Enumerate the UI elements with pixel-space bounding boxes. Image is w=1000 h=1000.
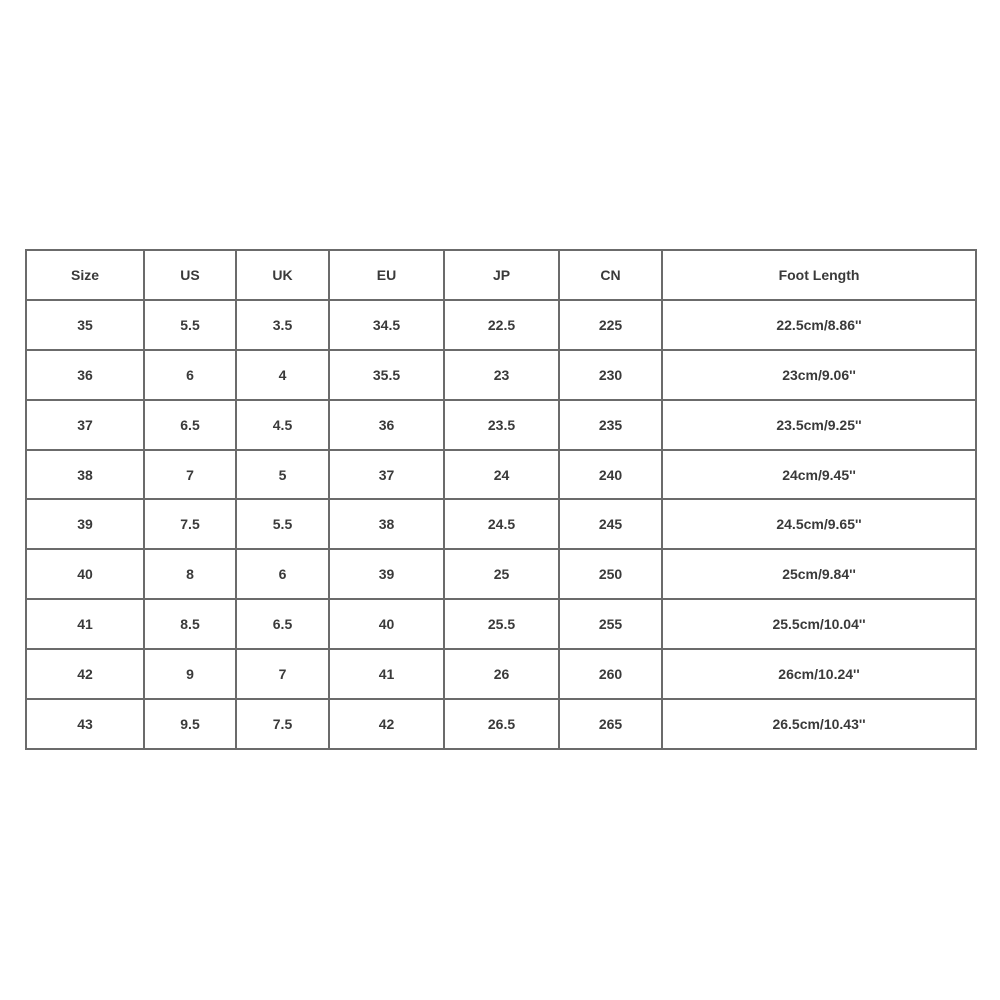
table-row <box>26 649 976 699</box>
table-row <box>26 300 976 350</box>
cell-uk: 4.5 <box>236 400 329 450</box>
cell-eu: 42 <box>329 699 444 749</box>
table-row <box>26 450 976 500</box>
cell-size: 40 <box>26 549 144 599</box>
header-cell-cn: CN <box>559 250 662 300</box>
cell-foot-length: 24.5cm/9.65'' <box>662 499 976 549</box>
cell-uk: 6.5 <box>236 599 329 649</box>
cell-foot-length: 23cm/9.06'' <box>662 350 976 400</box>
table-row <box>26 599 976 649</box>
table-row <box>26 699 976 749</box>
cell-uk: 7.5 <box>236 699 329 749</box>
cell-cn: 235 <box>559 400 662 450</box>
cell-cn: 225 <box>559 300 662 350</box>
cell-eu: 41 <box>329 649 444 699</box>
cell-size: 39 <box>26 499 144 549</box>
cell-jp: 26 <box>444 649 559 699</box>
cell-uk: 6 <box>236 549 329 599</box>
size-chart-table <box>25 249 977 750</box>
cell-cn: 265 <box>559 699 662 749</box>
cell-eu: 40 <box>329 599 444 649</box>
size-chart-body <box>26 250 976 749</box>
cell-jp: 22.5 <box>444 300 559 350</box>
cell-jp: 24.5 <box>444 499 559 549</box>
cell-jp: 23 <box>444 350 559 400</box>
cell-eu: 37 <box>329 450 444 500</box>
cell-size: 38 <box>26 450 144 500</box>
cell-cn: 230 <box>559 350 662 400</box>
cell-us: 7.5 <box>144 499 236 549</box>
header-cell-jp: JP <box>444 250 559 300</box>
cell-uk: 3.5 <box>236 300 329 350</box>
cell-us: 7 <box>144 450 236 500</box>
cell-foot-length: 25cm/9.84'' <box>662 549 976 599</box>
table-row <box>26 499 976 549</box>
table-row <box>26 350 976 400</box>
cell-us: 6.5 <box>144 400 236 450</box>
cell-eu: 39 <box>329 549 444 599</box>
cell-eu: 34.5 <box>329 300 444 350</box>
cell-us: 8 <box>144 549 236 599</box>
cell-jp: 26.5 <box>444 699 559 749</box>
cell-cn: 240 <box>559 450 662 500</box>
cell-cn: 250 <box>559 549 662 599</box>
cell-foot-length: 24cm/9.45'' <box>662 450 976 500</box>
cell-eu: 36 <box>329 400 444 450</box>
header-cell-foot-length: Foot Length <box>662 250 976 300</box>
cell-us: 9.5 <box>144 699 236 749</box>
cell-eu: 38 <box>329 499 444 549</box>
header-cell-us: US <box>144 250 236 300</box>
cell-size: 42 <box>26 649 144 699</box>
cell-cn: 245 <box>559 499 662 549</box>
cell-us: 6 <box>144 350 236 400</box>
table-row <box>26 400 976 450</box>
cell-jp: 23.5 <box>444 400 559 450</box>
cell-eu: 35.5 <box>329 350 444 400</box>
header-cell-size: Size <box>26 250 144 300</box>
cell-us: 5.5 <box>144 300 236 350</box>
cell-foot-length: 26.5cm/10.43'' <box>662 699 976 749</box>
header-cell-uk: UK <box>236 250 329 300</box>
cell-us: 8.5 <box>144 599 236 649</box>
cell-jp: 25.5 <box>444 599 559 649</box>
cell-size: 35 <box>26 300 144 350</box>
header-cell-eu: EU <box>329 250 444 300</box>
cell-uk: 5.5 <box>236 499 329 549</box>
cell-cn: 255 <box>559 599 662 649</box>
cell-cn: 260 <box>559 649 662 699</box>
cell-size: 43 <box>26 699 144 749</box>
cell-jp: 24 <box>444 450 559 500</box>
cell-foot-length: 22.5cm/8.86'' <box>662 300 976 350</box>
cell-size: 36 <box>26 350 144 400</box>
table-row <box>26 549 976 599</box>
cell-uk: 4 <box>236 350 329 400</box>
cell-us: 9 <box>144 649 236 699</box>
cell-foot-length: 25.5cm/10.04'' <box>662 599 976 649</box>
cell-foot-length: 26cm/10.24'' <box>662 649 976 699</box>
cell-size: 41 <box>26 599 144 649</box>
cell-foot-length: 23.5cm/9.25'' <box>662 400 976 450</box>
cell-uk: 5 <box>236 450 329 500</box>
header-row <box>26 250 976 300</box>
cell-uk: 7 <box>236 649 329 699</box>
cell-jp: 25 <box>444 549 559 599</box>
cell-size: 37 <box>26 400 144 450</box>
